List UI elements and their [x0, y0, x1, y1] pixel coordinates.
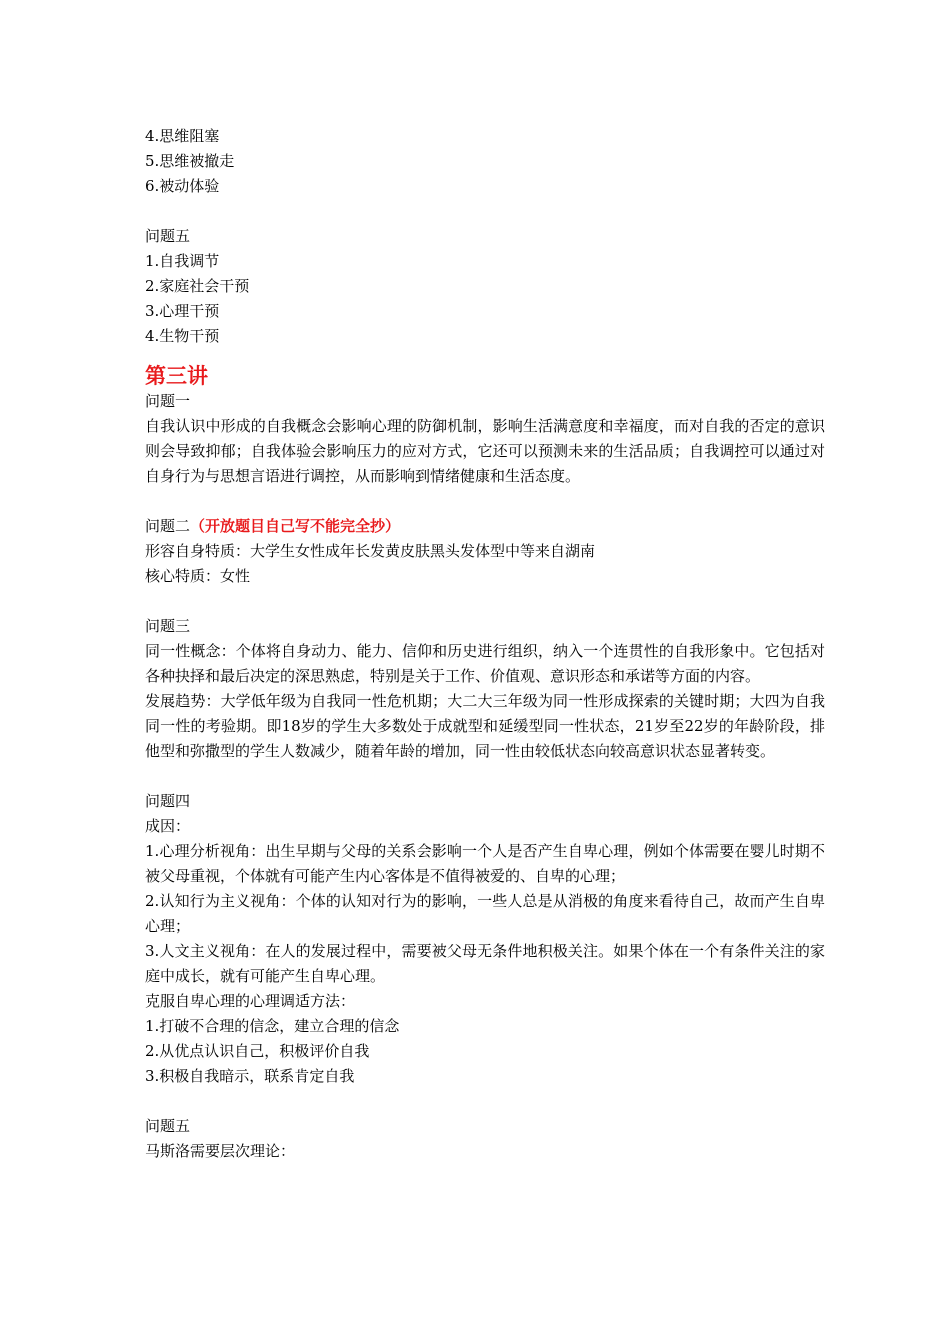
list-item: 4.思维阻塞 [145, 127, 220, 145]
list-item: 3.人文主义视角：在人的发展过程中，需要被父母无条件地积极关注。如果个体在一个有条件关注的家庭中成长，就有可能产生自卑心理。 [145, 942, 825, 985]
list-item: 2.从优点认识自己，积极评价自我 [145, 1042, 370, 1060]
list-item: 3.积极自我暗示，联系肯定自我 [145, 1067, 355, 1085]
question-title-text: 问题二 [145, 517, 191, 535]
answer-paragraph: 同一性概念：个体将自身动力、能力、信仰和历史进行组织，纳入一个连贯性的自我形象中。它包括对各种抉择和最后决定的深思熟虑，特别是关于工作、价值观、意识形态和承诺等方面的内容。 [145, 642, 825, 685]
question-title: 问题五 [145, 1117, 191, 1135]
lecture-heading: 第三讲 [145, 364, 208, 388]
question-title: 问题五 [145, 227, 191, 245]
question-title: 问题四 [145, 792, 191, 810]
list-item: 4.生物干预 [145, 327, 220, 345]
list-item: 6.被动体验 [145, 177, 220, 195]
answer-line: 形容自身特质：大学生女性成年长发黄皮肤黑头发体型中等来自湖南 [145, 542, 596, 560]
list-item: 2.认知行为主义视角：个体的认知对行为的影响，一些人总是从消极的角度来看待自己，故而产生自卑心理； [145, 892, 825, 935]
answer-line: 核心特质：女性 [145, 567, 251, 585]
question-title: 问题三 [145, 617, 191, 635]
answer-paragraph: 发展趋势：大学低年级为自我同一性危机期；大二大三年级为同一性形成探索的关键时期；大四为自我同一性的考验期。即18岁的学生大多数处于成就型和延缓型同一性状态，21岁至22岁的年龄阶段，排他型和弥撒型的学生人数减少，随着年龄的增加，同一性由较低状态向较高意识状态显著转变。 [145, 692, 825, 760]
document-page [145, 124, 825, 1164]
list-item: 3.心理干预 [145, 302, 220, 320]
list-item: 1.自我调节 [145, 252, 220, 270]
list-item: 1.打破不合理的信念，建立合理的信念 [145, 1017, 400, 1035]
answer-label: 克服自卑心理的心理调适方法： [145, 992, 356, 1010]
question-title: 问题一 [145, 392, 191, 410]
answer-paragraph: 自我认识中形成的自我概念会影响心理的防御机制，影响生活满意度和幸福度，而对自我的否定的意识则会导致抑郁；自我体验会影响压力的应对方式，它还可以预测未来的生活品质；自我调控可以通过对自身行为与思想言语进行调控，从而影响到情绪健康和生活态度。 [145, 417, 825, 485]
list-item: 2.家庭社会干预 [145, 277, 250, 295]
question-note: （开放题目自己写不能完全抄） [190, 517, 401, 535]
question-title [145, 514, 825, 539]
answer-line: 马斯洛需要层次理论： [145, 1142, 296, 1160]
list-item: 5.思维被撤走 [145, 152, 235, 170]
list-item: 1.心理分析视角：出生早期与父母的关系会影响一个人是否产生自卑心理，例如个体需要在婴儿时期不被父母重视，个体就有可能产生内心客体是不值得被爱的、自卑的心理； [145, 842, 825, 885]
answer-label: 成因： [145, 817, 191, 835]
